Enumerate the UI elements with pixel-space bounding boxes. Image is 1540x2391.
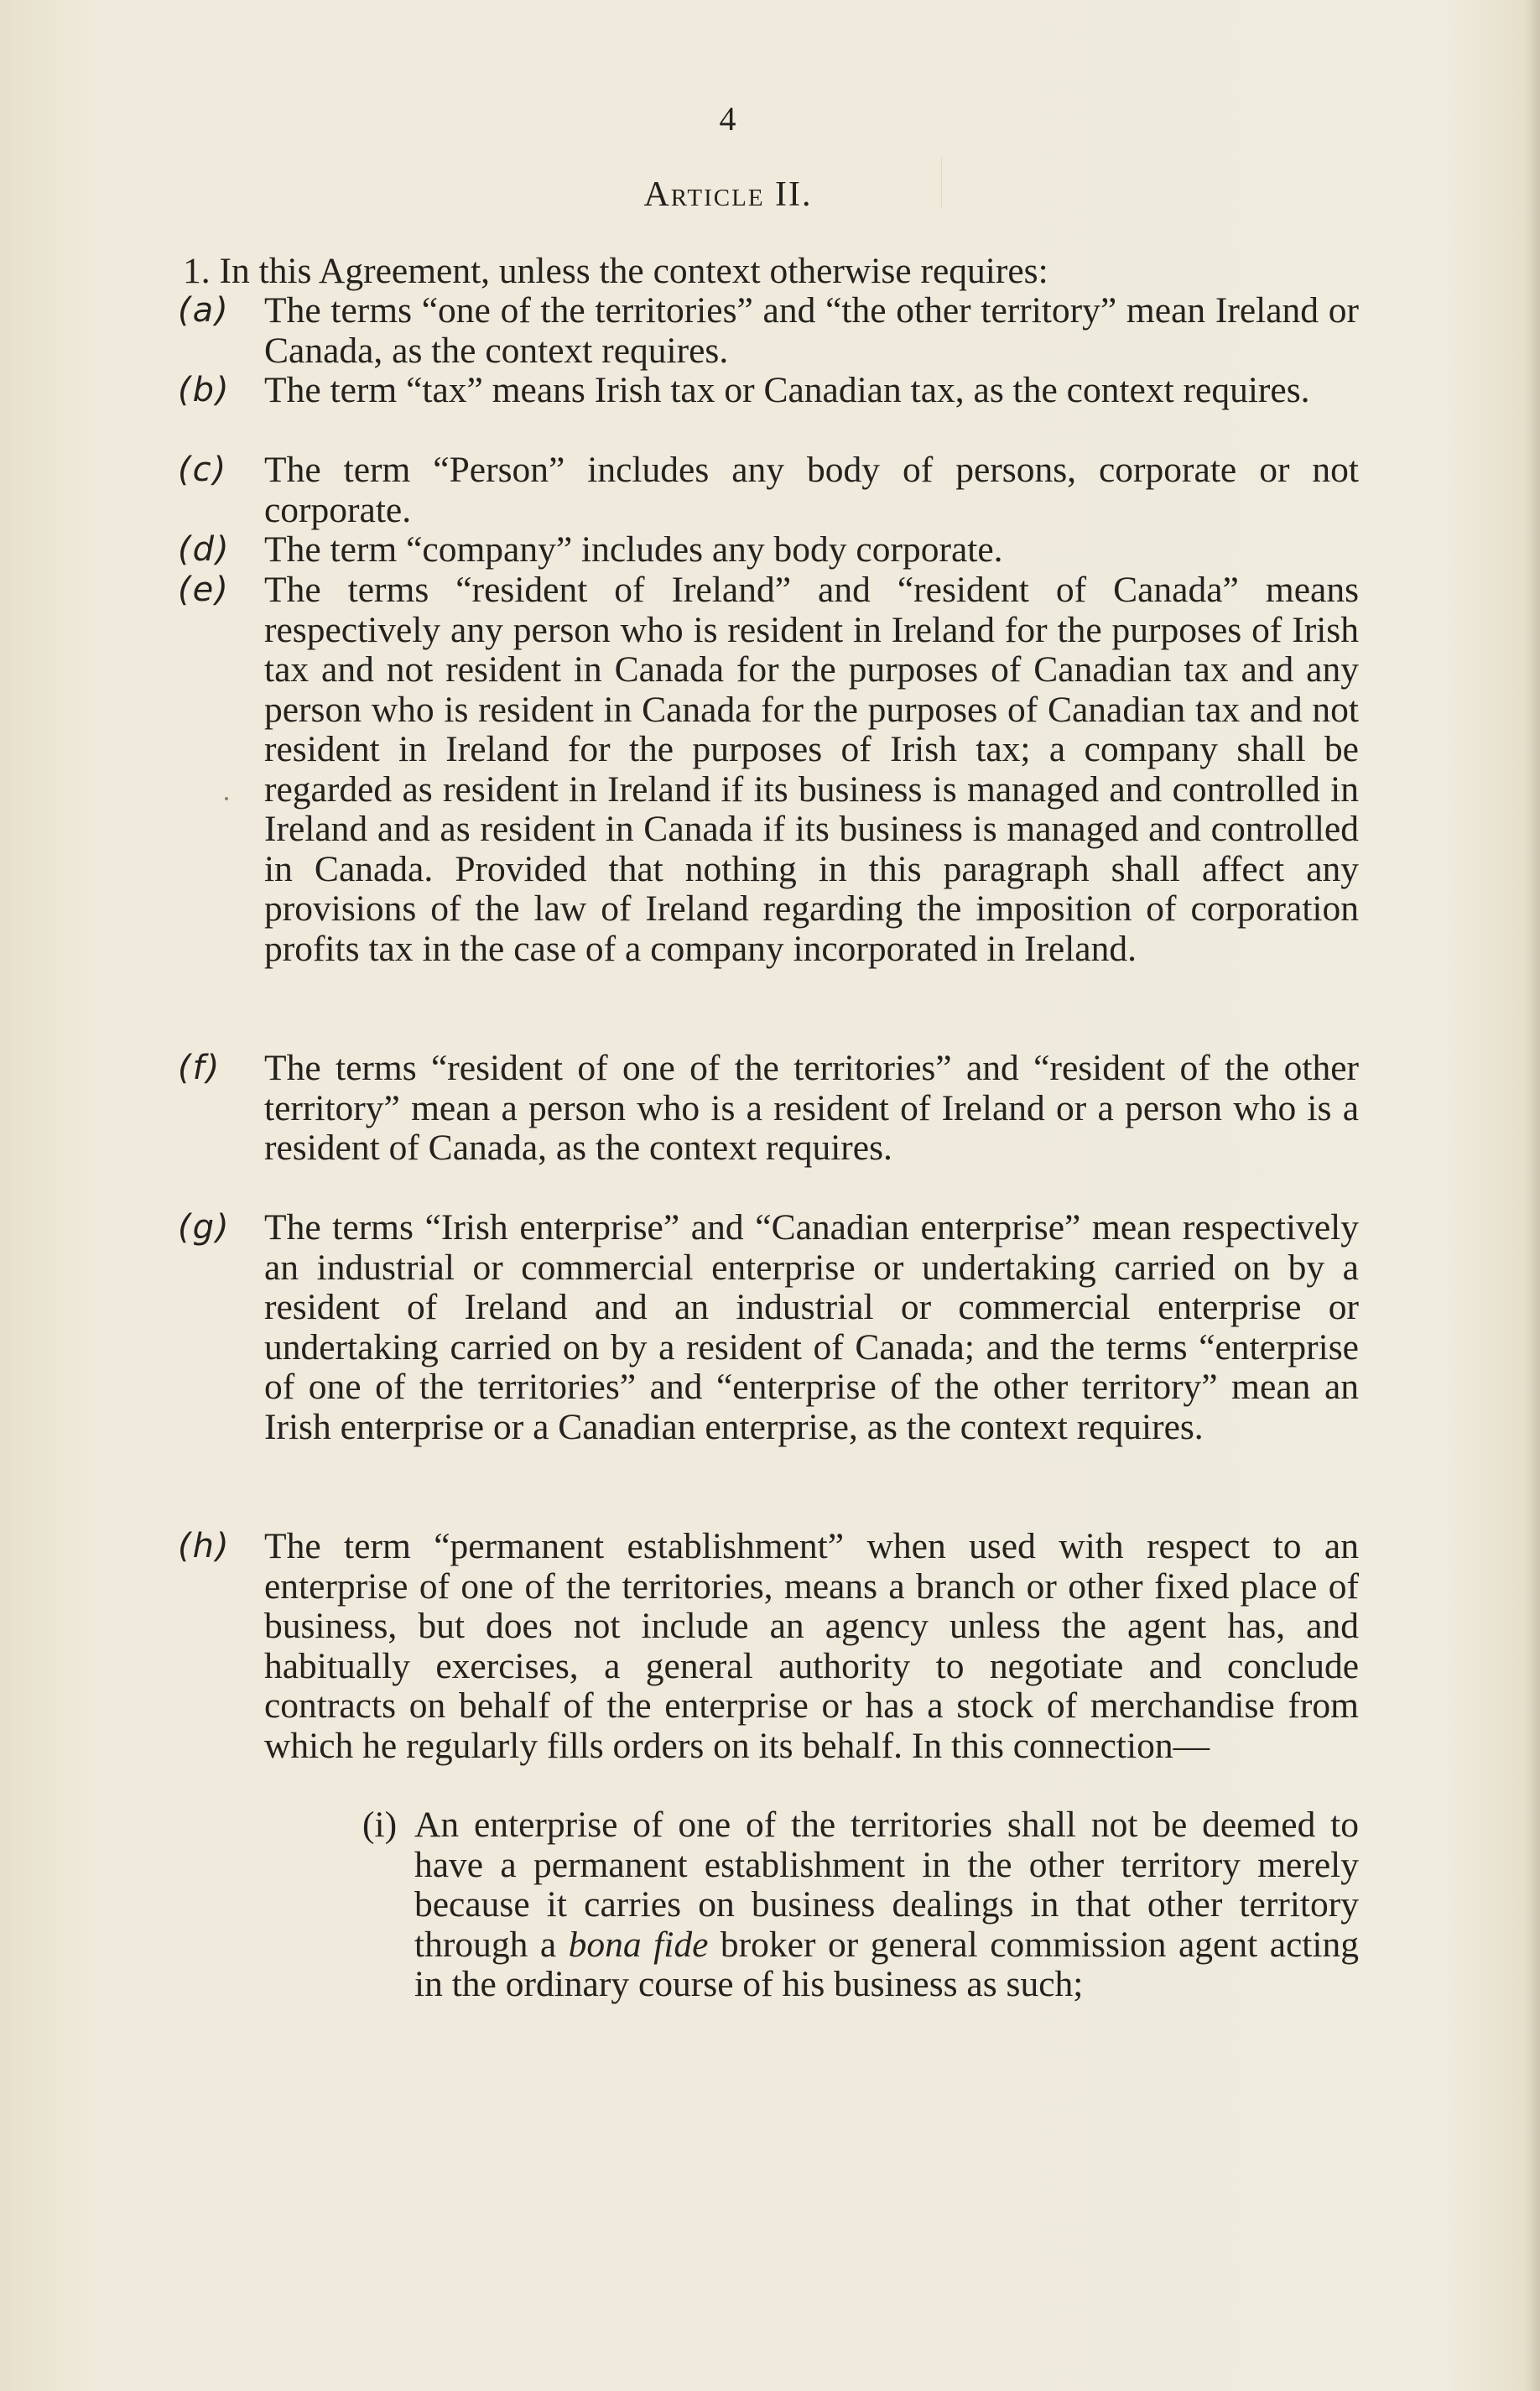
subclause-text-after: broker or general commission agent acting in the ordinary course of his business as such; — [414, 1924, 1359, 2004]
clause-marker: (g) — [178, 1208, 231, 1247]
subclause-text-italic: bona fide — [568, 1924, 709, 1965]
clause-a — [178, 291, 1359, 371]
page-number: 4 — [719, 100, 737, 138]
clause-g — [178, 1208, 1359, 1447]
clause-f — [178, 1049, 1359, 1169]
clause-text: The term “permanent establishment” when used with respect to an enterprise of one of the territories, means a branch or other fixed place of business, but does not include an agency unless the agent has, and habitually exercises, a general authority to negotiate and conclude contracts on behalf of the enterprise or has a stock of merchandise from which he regularly fills orders on its behalf. In this connection— — [264, 1526, 1359, 1766]
intro-paragraph: 1. In this Agreement, unless the context otherwise requires: — [183, 251, 1048, 291]
clause-marker: (h) — [178, 1527, 231, 1565]
clause-marker: (b) — [178, 371, 231, 409]
clause-d — [178, 530, 1359, 570]
clause-b — [178, 371, 1359, 411]
clause-text: The term “tax” means Irish tax or Canadian tax, as the context requires. — [264, 370, 1310, 410]
subclause-i — [362, 1805, 1359, 2005]
clause-marker: (d) — [178, 530, 231, 569]
clause-marker: (f) — [178, 1049, 221, 1087]
clause-text: The term “company” includes any body corporate. — [264, 529, 1003, 570]
clause-text: The terms “one of the territories” and “the other territory” mean Ireland or Canada, as the context requires. — [264, 290, 1359, 371]
article-heading: Article II. — [643, 175, 813, 214]
clause-marker: (c) — [178, 451, 228, 489]
clause-marker: (a) — [178, 291, 230, 330]
page-edge-shadow — [1525, 0, 1540, 2391]
clause-text: The term “Person” includes any body of persons, corporate or not corporate. — [264, 450, 1359, 530]
clause-marker: (e) — [178, 570, 230, 609]
subclause-text — [414, 1805, 1359, 2005]
clause-text: The terms “resident of Ireland” and “resident of Canada” means respectively any person who is resident in Ireland for the purposes of Irish tax and not resident in Canada for the purposes of Canadian tax and any person who is resident in Canada for the purposes of Canadian tax and not resident in Ireland for the purposes of Irish tax; a company shall be regarded as resident in Ireland if its business is managed and controlled in Ireland and as resident in Canada if its business is managed and controlled in Canada. Provided that nothing in this paragraph shall affect any provisions of the law of Ireland regarding the imposition of corporation profits tax in the case of a company incorporated in Ireland. — [264, 570, 1359, 969]
clause-c — [178, 451, 1359, 530]
clause-h — [178, 1527, 1359, 1766]
subclause-text-before: An enterprise of one of the territories shall not be deemed to have a permanent establishment in the other territory merely because it carries on business dealings in that other territory through a — [414, 1805, 1359, 1965]
clause-text: The terms “resident of one of the territories” and “resident of the other territory” mean a person who is a resident of Ireland or a person who is a resident of Canada, as the context requires. — [264, 1048, 1359, 1168]
clause-e — [178, 570, 1359, 969]
subclause-marker: (i) — [362, 1805, 398, 1845]
clause-text: The terms “Irish enterprise” and “Canadian enterprise” mean respectively an industrial or commercial enterprise or undertaking carried on by a resident of Ireland and an industrial or commercial enterprise or undertaking carried on by a resident of Canada; and the terms “enterprise of one of the territories” and “enterprise of the other territory” mean an Irish enterprise or a Canadian enterprise, as the context requires. — [264, 1207, 1359, 1447]
